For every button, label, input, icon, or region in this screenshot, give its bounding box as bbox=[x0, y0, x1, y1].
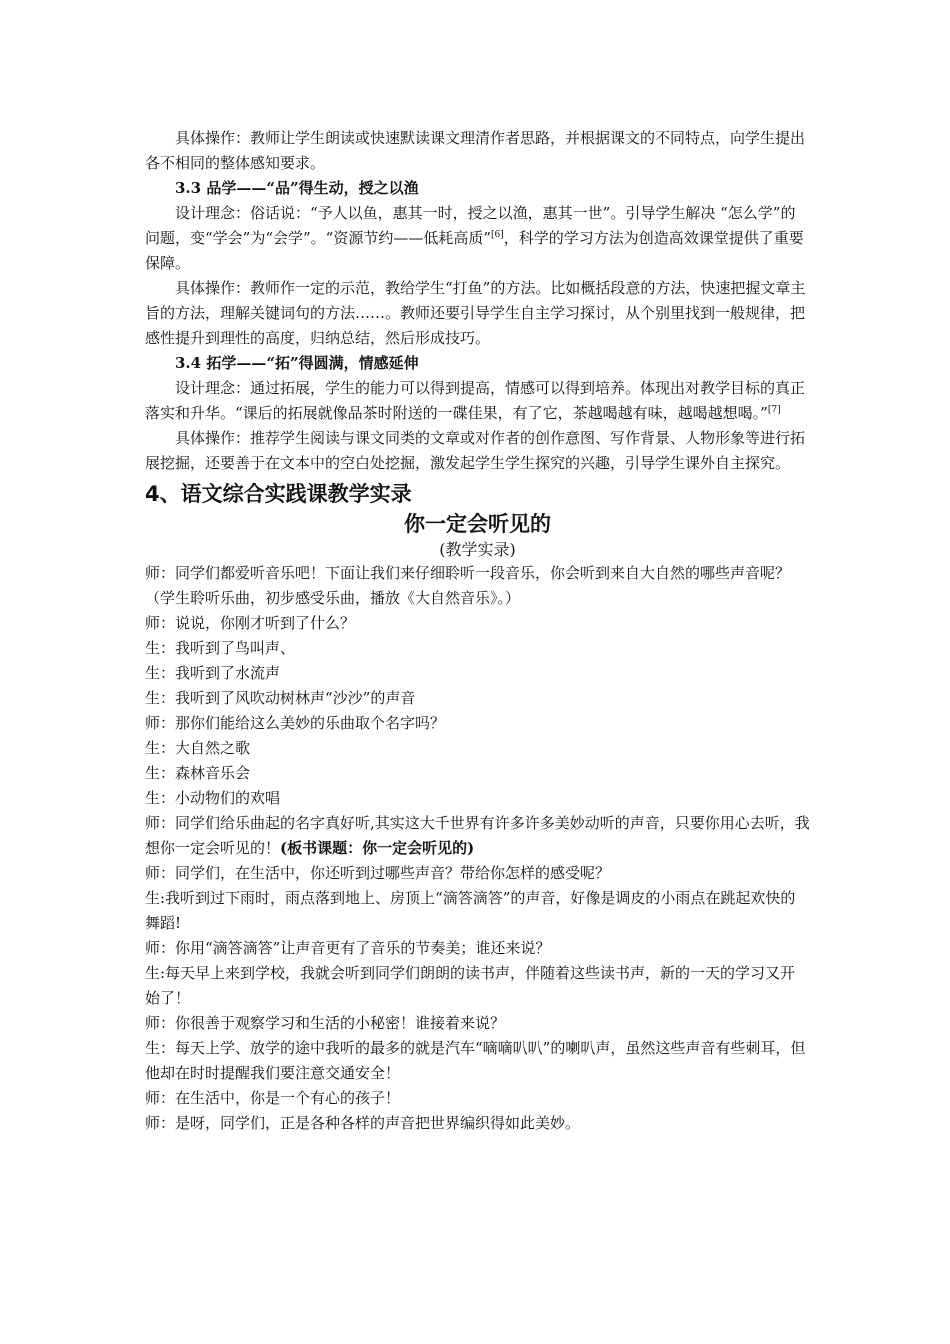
dialogue-line: 师：你很善于观察学习和生活的小秘密！谁接着来说？ bbox=[145, 1014, 506, 1032]
dialogue-line: 师：那你们能给这么美妙的乐曲取个名字吗？ bbox=[145, 714, 446, 732]
dialogue-line: 师：说说，你刚才听到了什么？ bbox=[145, 614, 356, 632]
dialogue-line: 生:每天早上来到学校，我就会听到同学们朗朗的读书声，伴随着这些读书声，新的一天的学习又开始了！ bbox=[145, 964, 796, 1007]
dialogue-line: 生：每天上学、放学的途中我听的最多的就是汽车“嘀嘀叭叭”的喇叭声，虽然这些声音有些刺耳，但他却在时时提醒我们要注意交通安全！ bbox=[145, 1039, 806, 1082]
text-span: 师：同学们给乐曲起的名字真好听,其实这大千世界有许多许多美妙动听的声音，只要你用心去听，我想你一定会听见的！ bbox=[145, 814, 810, 857]
dialogue-line: 师：在生活中，你是一个有心的孩子！ bbox=[145, 1089, 401, 1107]
paragraph-operation-intro: 具体操作：教师让学生朗读或快速默读课文理清作者思路，并根据课文的不同特点，向学生提出各不相同的整体感知要求。 bbox=[145, 129, 806, 172]
lesson-title: 你一定会听见的 bbox=[404, 512, 551, 536]
lesson-subtitle: (教学实录) bbox=[439, 540, 516, 559]
dialogue-line: （学生聆听乐曲，初步感受乐曲，播放《大自然音乐》。） bbox=[145, 589, 521, 607]
document-body bbox=[145, 126, 810, 1136]
section-heading-4: 4、语文综合实践课教学实录 bbox=[145, 482, 412, 506]
dialogue-line: 师：是呀，同学们，正是各种各样的声音把世界编织得如此美妙。 bbox=[145, 1114, 581, 1132]
dialogue-line: 生：我听到了风吹动树林声“沙沙”的声音 bbox=[145, 689, 416, 707]
dialogue-line: 生：大自然之歌 bbox=[145, 739, 251, 757]
dialogue-line-board-title bbox=[145, 811, 810, 861]
section-heading-3-4: 3.4 拓学——“拓”得圆满，情感延伸 bbox=[175, 354, 419, 372]
paragraph-operation-3-3: 具体操作：教师作一定的示范，教给学生“打鱼”的方法。比如概括段意的方法，快速把握文章主旨的方法，理解关键词句的方法……。教师还要引导学生自主学习探讨，从个别里找到一般规律，把感性提升到理性的高度，归纳总结，然后形成技巧。 bbox=[145, 279, 806, 347]
citation-ref-7: [7] bbox=[767, 405, 781, 415]
section-heading-3-3: 3.3 品学——“品”得生动，授之以渔 bbox=[175, 179, 419, 197]
dialogue-line: 师：你用“滴答滴答”让声音更有了音乐的节奏美；谁还来说？ bbox=[145, 939, 551, 957]
dialogue-line: 生：我听到了水流声 bbox=[145, 664, 281, 682]
dialogue-line: 生：我听到了鸟叫声、 bbox=[145, 639, 296, 657]
dialogue-line: 生：森林音乐会 bbox=[145, 764, 251, 782]
text-span: ，科学的学习方法为创造高效课堂提供了重要保障。 bbox=[145, 229, 804, 272]
text-span: 设计理念：俗话说：“予人以鱼，惠其一时，授之以渔，惠其一世”。引导学生解决 “怎么学”的问题，变“学会”为“会学”。“资源节约——低耗高质” bbox=[145, 204, 796, 247]
paragraph-design-idea-3-3 bbox=[145, 201, 810, 276]
dialogue-line: 生：小动物们的欢唱 bbox=[145, 789, 281, 807]
text-span: 设计理念：通过拓展，学生的能力可以得到提高，情感可以得到培养。体现出对教学目标的真正落实和升华。“课后的拓展就像品茶时附送的一碟佳果，有了它，茶越喝越有味，越喝越想喝。” bbox=[145, 379, 806, 422]
dialogue-line: 师：同学们，在生活中，你还听到过哪些声音？带给你怎样的感受呢？ bbox=[145, 864, 611, 882]
citation-ref-6: [6] bbox=[491, 230, 504, 240]
dialogue-line: 师：同学们都爱听音乐吧！下面让我们来仔细聆听一段音乐，你会听到来自大自然的哪些声音呢？ bbox=[145, 564, 791, 582]
board-title: (板书课题：你一定会听见的) bbox=[280, 839, 475, 857]
paragraph-design-idea-3-4 bbox=[145, 376, 810, 426]
dialogue-line: 生:我听到过下雨时，雨点落到地上、房顶上“滴答滴答”的声音，好像是调皮的小雨点在跳起欢快的舞蹈! bbox=[145, 889, 796, 932]
paragraph-operation-3-4: 具体操作：推荐学生阅读与课文同类的文章或对作者的创作意图、写作背景、人物形象等进行拓展挖掘，还要善于在文本中的空白处挖掘，激发起学生学生探究的兴趣，引导学生课外自主探究。 bbox=[145, 429, 806, 472]
